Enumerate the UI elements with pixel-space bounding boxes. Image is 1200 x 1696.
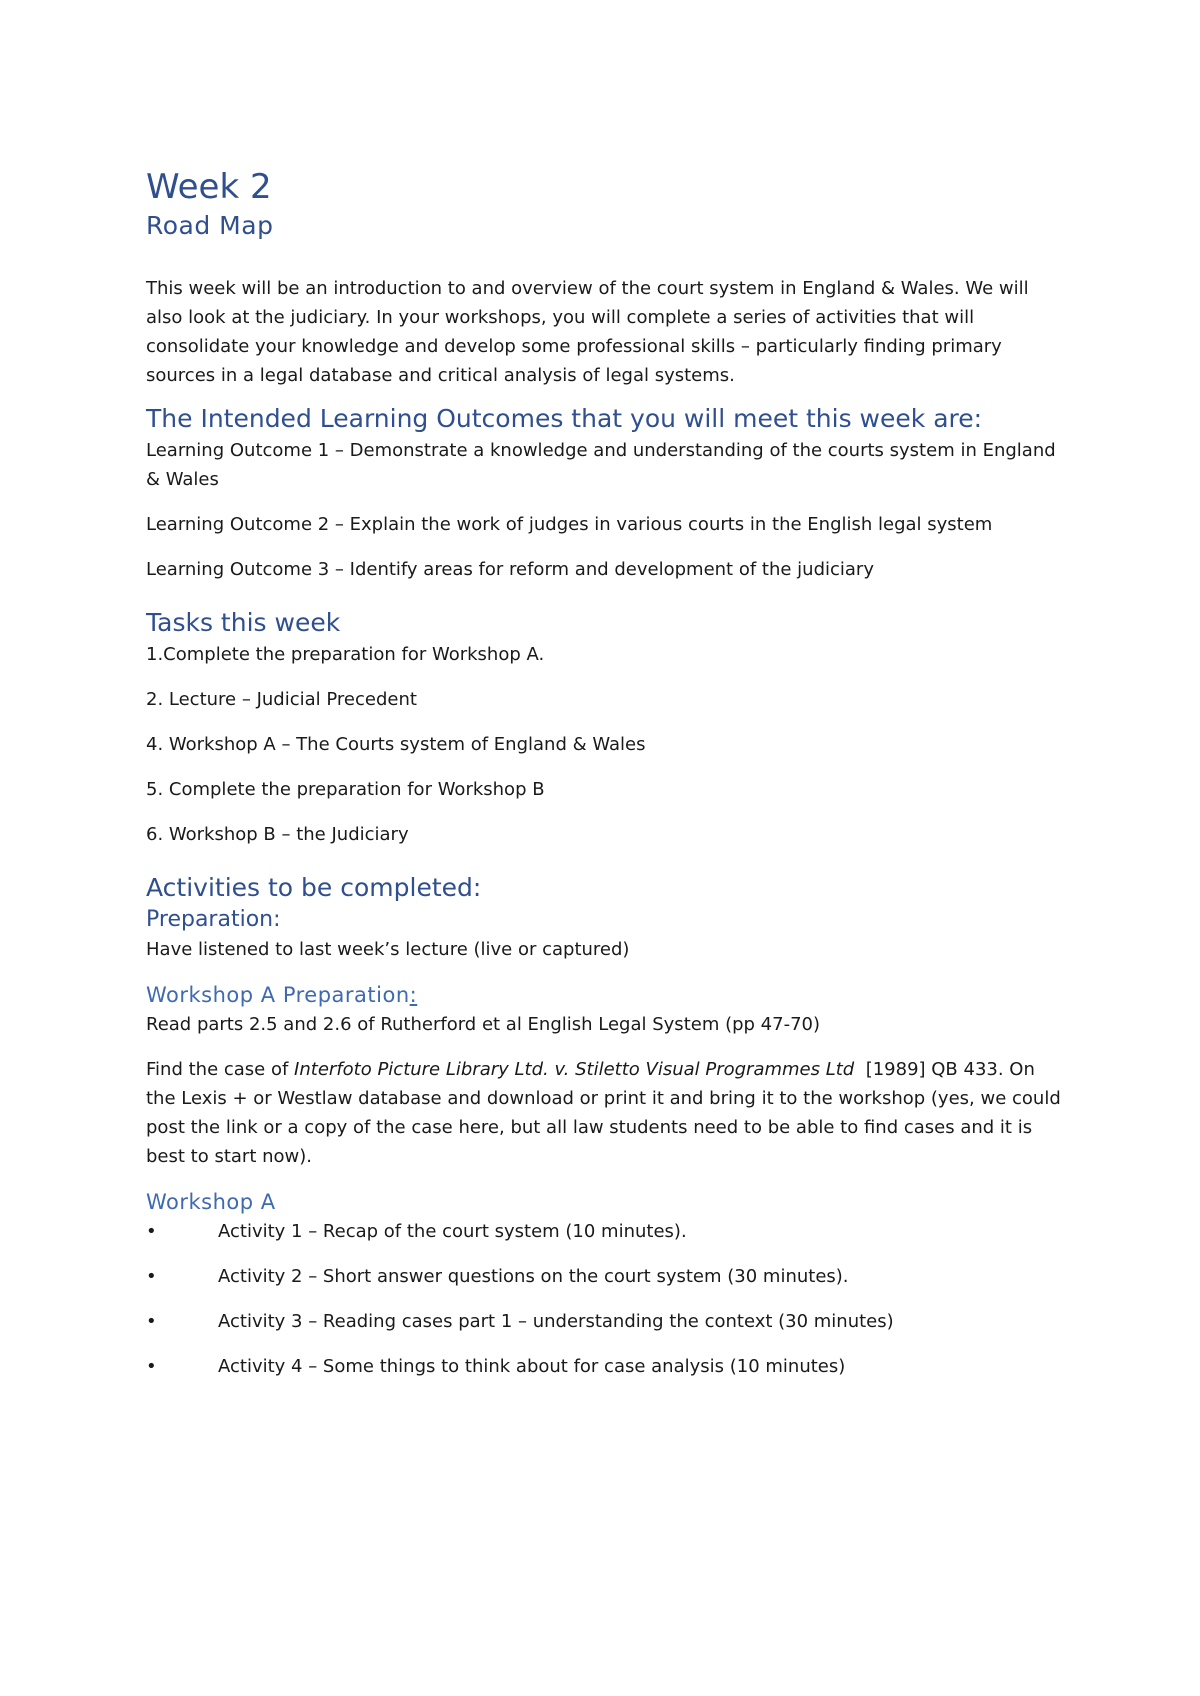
preparation-heading: Preparation: (146, 907, 281, 932)
workshop-a-preparation-heading (146, 980, 1066, 1010)
bullet-icon: • (146, 1221, 157, 1242)
list-item (146, 1352, 1066, 1381)
outcomes-heading: The Intended Learning Outcomes that you will meet this week are: (146, 404, 983, 433)
case-name: Interfoto Picture Library Ltd. v. Stiletto Visual Programmes Ltd (294, 1059, 855, 1080)
bullet-icon: • (146, 1356, 157, 1377)
learning-outcome-1: Learning Outcome 1 – Demonstrate a knowledge and understanding of the courts system in England & Wales (146, 440, 1056, 490)
list-item (146, 1217, 1066, 1246)
preparation-text: Have listened to last week’s lecture (live or captured) (146, 939, 630, 960)
bullet-icon: • (146, 1266, 157, 1287)
activity-text: Activity 4 – Some things to think about for case analysis (10 minutes) (218, 1356, 846, 1377)
task-item: 5. Complete the preparation for Workshop B (146, 779, 545, 800)
tasks-heading: Tasks this week (146, 608, 341, 637)
activity-text: Activity 3 – Reading cases part 1 – understanding the context (30 minutes) (218, 1311, 894, 1332)
task-item: 4. Workshop A – The Courts system of England & Wales (146, 734, 646, 755)
page-title: Week 2 (146, 167, 272, 207)
learning-outcome-2: Learning Outcome 2 – Explain the work of judges in various courts in the English legal system (146, 514, 993, 535)
workshop-a-preparation-heading-text: Workshop A Preparation (146, 983, 410, 1007)
find-case-suffix: [1989] QB 433. On the Lexis + or Westlaw database and download or print it and bring it to the workshop (yes, we could post the link or a copy of the case here, but all law students need to be able to find cases and it is best to start now). (146, 1059, 1067, 1167)
find-case-prefix: Find the case of (146, 1059, 295, 1080)
activity-text: Activity 2 – Short answer questions on the court system (30 minutes). (218, 1266, 849, 1287)
document-page (146, 166, 1066, 1397)
list-item (146, 1307, 1066, 1336)
task-item: 2. Lecture – Judicial Precedent (146, 689, 417, 710)
page-subtitle: Road Map (146, 211, 274, 240)
task-item: 1.Complete the preparation for Workshop A. (146, 644, 545, 665)
list-item (146, 1262, 1066, 1291)
find-case-paragraph (146, 1055, 1066, 1171)
bullet-icon: • (146, 1311, 157, 1332)
workshop-a-preparation-heading-colon: : (409, 983, 418, 1007)
workshop-a-activity-list (146, 1217, 1066, 1381)
activities-heading: Activities to be completed: (146, 873, 482, 902)
learning-outcome-3: Learning Outcome 3 – Identify areas for reform and development of the judiciary (146, 559, 874, 580)
task-item: 6. Workshop B – the Judiciary (146, 824, 409, 845)
intro-paragraph: This week will be an introduction to and overview of the court system in England & Wales. We will also look at the judiciary. In your workshops, you will complete a series of activities that will consolidate your knowledge and develop some professional skills – particularly finding primary sources in a legal database and critical analysis of legal systems. (146, 278, 1029, 386)
activity-text: Activity 1 – Recap of the court system (10 minutes). (218, 1221, 687, 1242)
reading-assignment: Read parts 2.5 and 2.6 of Rutherford et al English Legal System (pp 47-70) (146, 1014, 820, 1035)
workshop-a-heading: Workshop A (146, 1190, 276, 1214)
